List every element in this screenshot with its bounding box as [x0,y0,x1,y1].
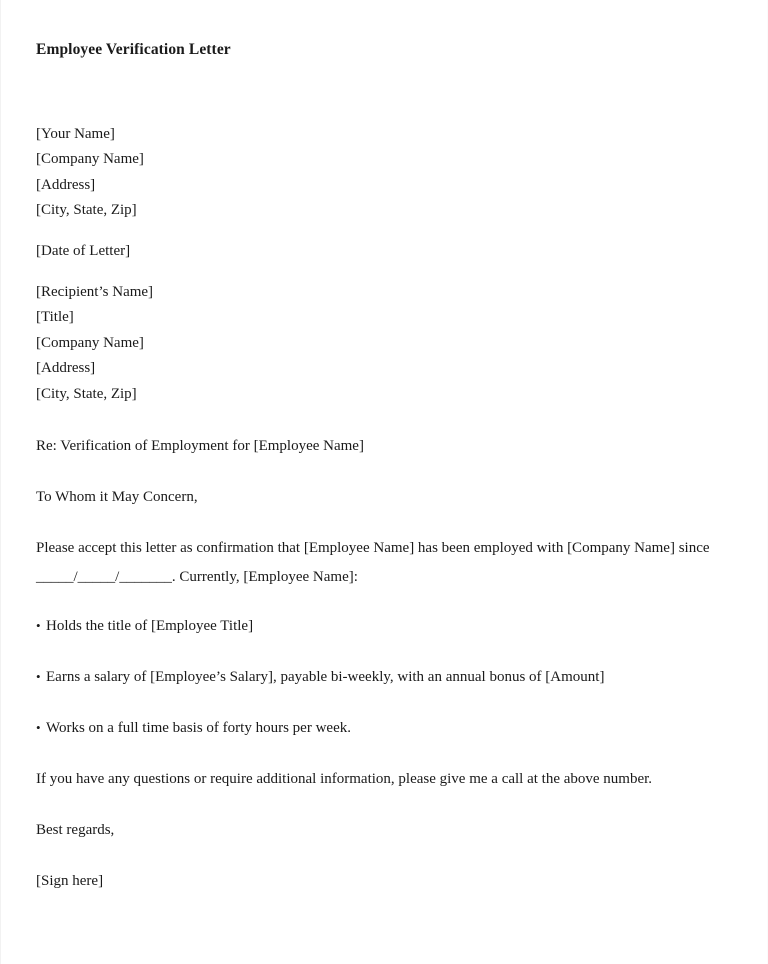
list-item-label: Holds the title of [Employee Title] [46,618,254,635]
spacer [36,592,736,611]
sender-address: [Address] [36,176,96,193]
sender-name: [Your Name] [36,126,115,142]
recipient-name: [Recipient’s Name] [36,284,154,301]
list-item [36,713,736,743]
sender-address-block [36,122,736,224]
bullet-icon: • [36,669,41,685]
recipient-city-state-zip: [City, State, Zip] [36,385,137,402]
spacer [36,641,736,662]
list-item [36,611,736,641]
salutation: To Whom it May Concern, [36,489,198,506]
signature-placeholder: [Sign here] [36,873,104,890]
subject-line: Re: Verification of Employment for [Employee Name] [36,438,364,455]
recipient-address-block [36,280,736,407]
list-item [36,662,736,692]
spacer [36,692,736,713]
spacer [36,60,736,122]
recipient-company: [Company Name] [36,334,144,351]
closing-paragraph: If you have any questions or require additional information, please give me a call at the above number. [36,771,653,788]
spacer [36,794,736,816]
spacer [36,743,736,765]
spacer [36,845,736,867]
spacer [36,461,736,483]
spacer [36,224,736,239]
body-paragraph: Please accept this letter as confirmation that [Employee Name] has been employed with [Company Name] since _____/_____/_______. Currently, [Employee Name]: [36,540,710,586]
list-item-label: Earns a salary of [Employee’s Salary], payable bi-weekly, with an annual bonus of [Amount] [46,669,605,686]
bullet-icon: • [36,720,41,736]
sender-company: [Company Name] [36,151,144,168]
sender-city-state-zip: [City, State, Zip] [36,202,137,219]
page-title: Employee Verification Letter [36,41,231,58]
list-item-label: Works on a full time basis of forty hours per week. [46,720,351,737]
letter-body [36,0,736,896]
spacer [36,264,736,280]
recipient-title: [Title] [36,309,74,326]
recipient-address: [Address] [36,360,96,377]
date-line: [Date of Letter] [36,242,131,259]
sign-off: Best regards, [36,822,115,839]
spacer [36,407,736,432]
spacer [36,512,736,534]
bullet-icon: • [36,618,41,634]
